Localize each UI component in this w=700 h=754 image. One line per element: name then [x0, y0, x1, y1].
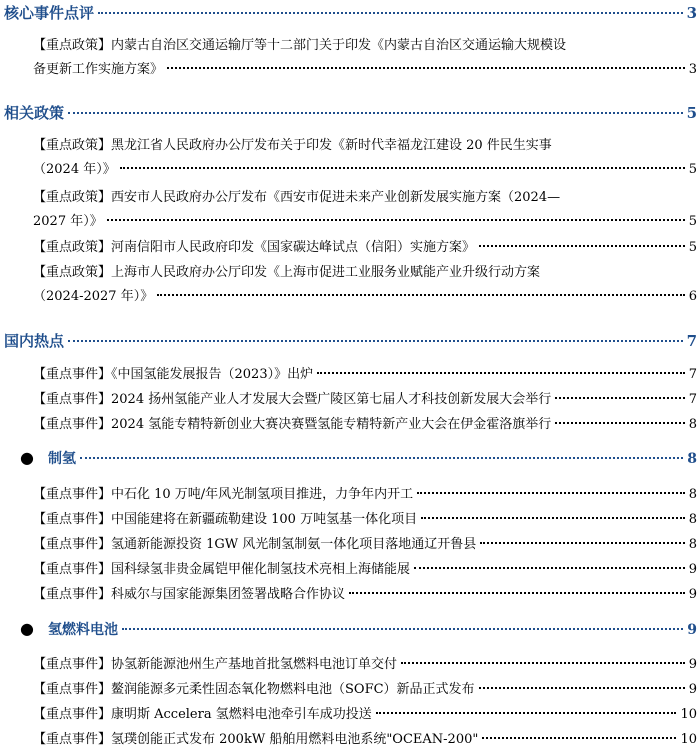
dot-leader	[401, 662, 685, 664]
toc-entry[interactable]	[33, 508, 697, 532]
toc-entry[interactable]	[33, 236, 697, 260]
entry-page-number: 5	[688, 162, 697, 177]
entry-title: 【重点政策】河南信阳市人民政府印发《国家碳达峰试点（信阳）实施方案》	[33, 240, 476, 255]
entry-title-line2: （2024-2027 年）》	[33, 289, 154, 304]
dot-leader	[480, 542, 684, 544]
entry-page-number: 9	[688, 587, 697, 602]
entry-title: 【重点事件】氢通新能源投资 1GW 风光制氢制氨一体化项目落地通辽开鲁县	[33, 537, 477, 552]
dot-leader	[376, 712, 677, 714]
dot-leader	[317, 372, 685, 374]
section-title: 相关政策	[4, 104, 65, 122]
toc-entry[interactable]	[33, 413, 697, 437]
toc-section-policy[interactable]	[4, 102, 697, 123]
entry-page-number: 7	[688, 367, 697, 382]
toc-entry[interactable]	[33, 653, 697, 677]
entry-title-line2: （2024 年）》	[33, 162, 116, 177]
toc-entry[interactable]	[33, 558, 697, 582]
toc-entry[interactable]	[33, 388, 697, 412]
dot-leader	[555, 422, 685, 424]
entry-page-number: 9	[688, 562, 697, 577]
toc-entry[interactable]	[33, 728, 697, 752]
entry-page-number: 9	[688, 682, 697, 697]
dot-leader	[421, 517, 685, 519]
dot-leader	[479, 245, 685, 247]
entry-title-line2: 备更新工作实施方案》	[33, 62, 164, 77]
toc-entry[interactable]	[33, 363, 697, 387]
dot-leader	[122, 628, 683, 630]
entry-title: 【重点事件】协氢新能源池州生产基地首批氢燃料电池订单交付	[33, 657, 398, 672]
toc-entry[interactable]	[33, 186, 697, 234]
dot-leader	[417, 492, 685, 494]
toc-entry[interactable]	[33, 261, 697, 309]
section-page-number: 5	[686, 104, 697, 122]
toc-entry[interactable]	[33, 134, 697, 182]
entry-title: 【重点事件】氢璞创能正式发布 200kW 船舶用燃料电池系统"OCEAN-200"	[33, 732, 479, 747]
dot-leader	[349, 592, 685, 594]
section-title: 国内热点	[4, 332, 65, 350]
entry-page-number: 8	[688, 417, 697, 432]
bullet-icon: ●	[20, 619, 34, 638]
toc-subsection-fuelcell[interactable]	[20, 619, 697, 639]
subsection-page-number: 9	[687, 622, 697, 638]
subsection-title: 制氢	[48, 451, 76, 467]
dot-leader	[167, 67, 685, 69]
entry-page-number: 10	[680, 732, 697, 747]
entry-title: 【重点事件】科威尔与国家能源集团签署战略合作协议	[33, 587, 346, 602]
section-page-number: 7	[686, 332, 697, 350]
dot-leader	[157, 294, 685, 296]
entry-page-number: 5	[688, 214, 697, 229]
entry-page-number: 3	[688, 62, 697, 77]
toc-entry[interactable]	[33, 583, 697, 607]
dot-leader	[68, 112, 683, 114]
toc-entry[interactable]	[33, 483, 697, 507]
toc-section-core[interactable]	[4, 2, 697, 23]
toc-entry[interactable]	[33, 703, 697, 727]
section-page-number: 3	[686, 4, 697, 22]
toc-entry[interactable]	[33, 34, 697, 82]
subsection-page-number: 8	[687, 451, 697, 467]
entry-page-number: 7	[688, 392, 697, 407]
dot-leader	[555, 397, 685, 399]
toc-entry[interactable]	[33, 533, 697, 557]
dot-leader	[80, 457, 683, 459]
entry-title: 【重点事件】《中国氢能发展报告（2023）》出炉	[33, 367, 314, 382]
entry-title: 【重点事件】中石化 10 万吨/年风光制氢项目推进，力争年内开工	[33, 487, 414, 502]
entry-title-line2: 2027 年）》	[33, 214, 103, 229]
bullet-icon: ●	[20, 448, 34, 467]
subsection-title: 氢燃料电池	[48, 622, 118, 638]
entry-page-number: 5	[688, 240, 697, 255]
entry-page-number: 10	[680, 707, 697, 722]
entry-page-number: 8	[688, 537, 697, 552]
dot-leader	[482, 737, 676, 739]
entry-title: 【重点事件】2024 氢能专精特新创业大赛决赛暨氢能专精特新产业大会在伊金霍洛旗举行	[33, 417, 552, 432]
dot-leader	[98, 12, 683, 14]
entry-title-line1: 【重点政策】内蒙古自治区交通运输厅等十二部门关于印发《内蒙古自治区交通运输大规模设	[33, 38, 567, 53]
entry-page-number: 6	[688, 289, 697, 304]
section-title: 核心事件点评	[4, 4, 95, 22]
dot-leader	[120, 167, 685, 169]
entry-title-line1: 【重点政策】西安市人民政府办公厅发布《西安市促进未来产业创新发展实施方案（2024—	[33, 190, 561, 205]
entry-title: 【重点事件】康明斯 Accelera 氢燃料电池牵引车成功投送	[33, 707, 372, 722]
dot-leader	[414, 567, 685, 569]
entry-title: 【重点事件】2024 扬州氢能产业人才发展大会暨广陵区第七届人才科技创新发展大会举行	[33, 392, 552, 407]
toc-subsection-hydrogen[interactable]	[20, 448, 697, 468]
dot-leader	[479, 687, 685, 689]
entry-title: 【重点事件】中国能建将在新疆疏勒建设 100 万吨氢基一体化项目	[33, 512, 418, 527]
entry-title: 【重点事件】国科绿氢非贵金属铠甲催化制氢技术亮相上海储能展	[33, 562, 411, 577]
entry-title: 【重点事件】鳌润能源多元柔性固态氧化物燃料电池（SOFC）新品正式发布	[33, 682, 475, 697]
toc-section-domestic[interactable]	[4, 330, 697, 351]
entry-page-number: 9	[688, 657, 697, 672]
entry-page-number: 8	[688, 512, 697, 527]
dot-leader	[68, 340, 683, 342]
entry-title-line1: 【重点政策】黑龙江省人民政府办公厅发布关于印发《新时代幸福龙江建设 20 件民生实事	[33, 138, 552, 153]
dot-leader	[107, 219, 685, 221]
entry-title-line1: 【重点政策】上海市人民政府办公厅印发《上海市促进工业服务业赋能产业升级行动方案	[33, 265, 541, 280]
entry-page-number: 8	[688, 487, 697, 502]
toc-entry[interactable]	[33, 678, 697, 702]
